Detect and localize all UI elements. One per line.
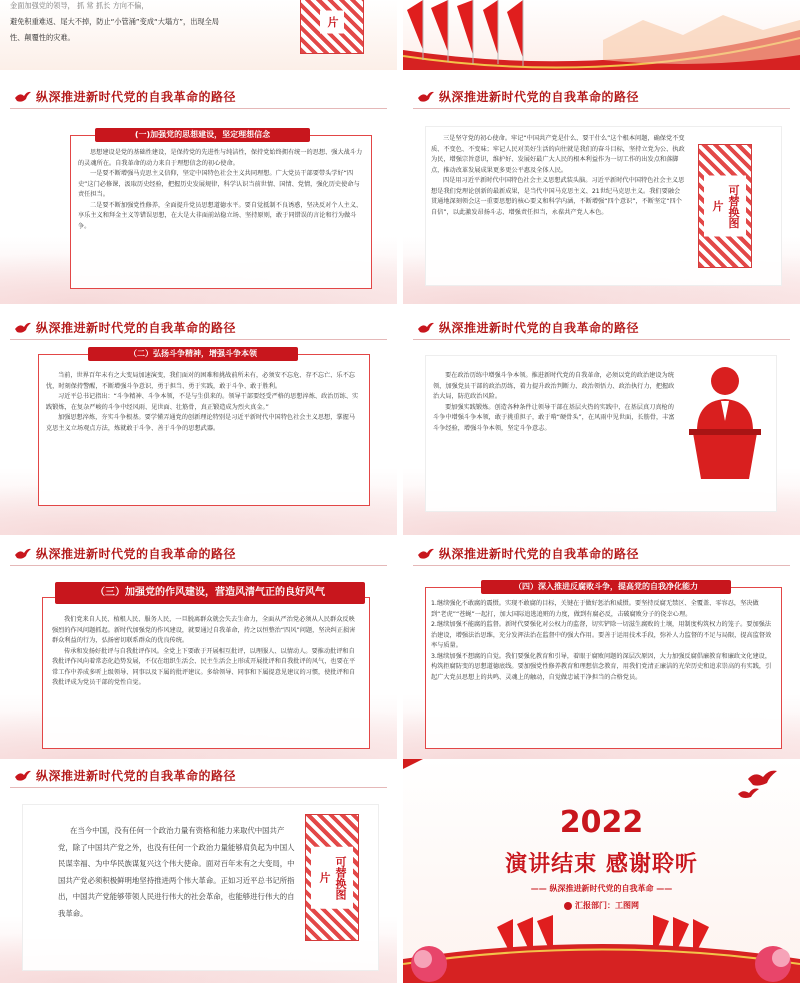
slide-title: 纵深推进新时代党的自我革命的路径 [439, 90, 640, 104]
slide-7 [0, 759, 397, 983]
slide-5 [0, 537, 397, 761]
slide-6 [403, 537, 800, 761]
header-divider [413, 565, 790, 566]
slide-3 [0, 311, 397, 535]
content-text [433, 371, 678, 434]
header-divider [10, 339, 387, 340]
slide-2 [403, 80, 800, 304]
dove-icon [14, 769, 32, 783]
header-divider [10, 565, 387, 566]
content-text [46, 371, 361, 434]
paragraph: 思想建设是党的基础性建设，是保持党的先进性与纯洁性，保持党始终拥有统一的思想、强大战斗力的灵魂所在。自我革命的动力来自于理想信念的初心使命。 [78, 149, 363, 167]
image-placeholder [300, 0, 364, 54]
slide-header [0, 86, 397, 108]
slide-1 [0, 80, 397, 304]
placeholder-label: 片 [320, 11, 344, 34]
paragraph: 1.继续强化不敢腐的震慑。实现不敢腐的目标，关键在于做好惩治和威慑。要坚持反腐无禁区、全覆盖、零容忍，坚决做到“老虎”“苍蝇”一起打，加大国际追逃追赃的力度，做到有腐必反，击破腐败分子的侥幸心理。 [431, 600, 759, 618]
content-text [78, 148, 364, 232]
slide-header [0, 543, 397, 565]
closing-subtitle: —— 纵深推进新时代党的自我革命 —— [530, 884, 673, 893]
paragraph: 当前，世界百年未有之大变局加速演变，我们面对的困难和挑战前所未有，必须安不忘危、存不忘亡、乐不忘忧，时刻保持警醒，不断增强斗争意识，勇于担当、勇于实践，敢于斗争、敢于胜利。 [46, 372, 355, 390]
slide-title: 纵深推进新时代党的自我革命的路径 [36, 321, 237, 335]
content-text [58, 823, 298, 922]
dove-icon [417, 321, 435, 335]
content-text [431, 599, 773, 683]
paragraph: 要在政治历练中增强斗争本领。推进新时代党的自我革命，必须以党的政治建设为统领，加强党员干部的政治历练，着力提升政治判断力、政治领悟力、政治执行力，把握政治大局，防范政治风险。 [433, 372, 675, 400]
slide-title: 纵深推进新时代党的自我革命的路径 [36, 90, 237, 104]
paragraph: 习近平总书记指出：“斗争精神、斗争本领，不是与生俱来的。领导干部要经受严格的思想淬炼、政治历练、实践锻炼，在复杂严峻的斗争中经风雨、见世面、壮筋骨，真正锻造成为烈火真金。” [46, 393, 359, 411]
speaker-icon [685, 361, 765, 479]
paragraph: 在当今中国，没有任何一个政治力量有资格和能力来取代中国共产党，除了中国共产党之外，也没有任何一个政治力量能够肩负起为中国人民谋幸福、为中华民族谋复兴这个伟大使命。面对百年未有之大变局，中国共产党必须积极鲜明地坚持推进两个伟大革命。正如习近平总书记所指出，中国共产党能够带领人民进行伟大的社会革命，也能够进行伟大的自我革命。 [58, 826, 295, 918]
paragraph: 三是坚守党的初心使命。牢记“中国共产党是什么、要干什么”这个根本问题，确保党不变质、不变色、不变味；牢记人民对美好生活的向往就是我们的奋斗目标，坚持立党为公、执政为民，增强宗旨意识，维护好、发展好最广大人民的根本利益作为一切工作的出发点和落脚点，推动改革发展成果更多更公平惠及全体人民。 [431, 135, 685, 174]
partial-line-2: 避免积重难返、尾大不掉，防止“小管涌”变成“大塌方”，出现全局 [10, 17, 219, 26]
mic-icon [564, 902, 572, 910]
paragraph: 传承和发扬好批评与自我批评作风。全党上下要敢于开展相互批评，以理服人、以情动人。要推动批评和自我批评作风向着常态化趋势发展，不仅在组织生活会、民主生活会上形成开展批评和自我批评的风气，也要在平常工作中养成多听上级领导、同事以及下属的批评建议。多给领导、同事和下属提意见建议的习惯，使批评和自我批评成为党员干部的党性自觉。 [52, 647, 356, 686]
slide-header [0, 765, 397, 787]
flags-decoration [403, 0, 800, 70]
dove-icon [417, 90, 435, 104]
header-divider [10, 787, 387, 788]
paragraph: 要加强实践锻炼。创造各种条件让领导干部在基层火热的实践中，在基层真刀真枪的斗争中增强斗争本领，敢于挑重担子，敢于啃“硬骨头”，在风雨中见世面，长筋骨，丰富斗争经验，增强斗争本领，坚定斗争意志。 [433, 403, 675, 432]
dove-icon [417, 547, 435, 561]
partial-text [10, 0, 270, 46]
paragraph: 四是用习近平新时代中国特色社会主义思想武装头脑。习近平新时代中国特色社会主义思想是我们党理论创新的最新成果，是当代中国马克思主义、21世纪马克思主义。我们要融会贯通地深刻领会这一重要思想的核心要义和科学内涵，不断增强“四个意识”，不断坚定“四个自信”，以此激发昂扬斗志、增强责任担当，永葆共产党人本色。 [431, 177, 685, 216]
image-placeholder [698, 144, 752, 268]
reporter-label: 汇报部门：工图网 [575, 901, 639, 910]
header-divider [413, 339, 790, 340]
year-label: 2022 [559, 805, 644, 840]
paragraph: 我们党来自人民、植根人民、服务人民，一旦脱离群众就会失去生命力，全面从严治党必须从人民群众反映强烈的作风问题抓起。新时代加强党的作风建设，就要通过自我革命，持之以恒整治“四风”问题，坚决纠正损害群众利益的行为，弘扬密切联系群众的优良传统。 [52, 616, 356, 644]
slide-partial-top-left [0, 0, 397, 70]
section-heading: （四）深入推进反腐败斗争，提高党的自我净化能力 [481, 580, 731, 594]
header-divider [10, 108, 387, 109]
slide-header [403, 86, 800, 108]
dove-icon [14, 90, 32, 104]
slide-title: 纵深推进新时代党的自我革命的路径 [36, 769, 237, 783]
partial-line-3: 性、颠覆性的灾难。 [10, 33, 75, 42]
dove-icon [14, 547, 32, 561]
dove-icon [14, 321, 32, 335]
slide-partial-top-right [403, 0, 800, 70]
paragraph: 二是要不断加强党性修养，全面提升党员思想道德水平。要自觉抵制不良诱惑，坚决反对个人主义、享乐主义和拜金主义等错误思想，在大是大非面前站稳立场、坚持原则，敢于同错误的言论和行为做斗争。 [78, 201, 363, 230]
image-placeholder [305, 814, 359, 941]
paragraph: 一是要不断增强马克思主义信仰，坚定中国特色社会主义共同理想。广大党员干部要带头学好“四史”这门必修课，汲取历史经验，把握历史发展规律，科学认识当前世情、国情、党情，强化历史使命与责任担当。 [78, 170, 360, 198]
paragraph: 3.继续加强不想腐的自觉。我们要强化教育和引导，着眼于腐败问题的深层次原因，大力加强反腐倡廉教育和廉政文化建设，构筑拒腐防变的思想道德底线。要加强党性修养教育和理想信念教育，用我们党清正廉洁的光荣历史和追求崇高的有实践，引起广大党员思想上的共鸣、灵魂上的触动，自觉做忠诚干净担当的合格党员。 [431, 652, 772, 681]
content-text [52, 615, 360, 689]
section-heading: （三）加强党的作风建设，营造风清气正的良好风气 [55, 582, 365, 604]
slide-title: 纵深推进新时代党的自我革命的路径 [36, 547, 237, 561]
reporter-line [403, 900, 800, 911]
section-heading: （二）弘扬斗争精神，增强斗争本领 [88, 347, 298, 361]
placeholder-label: 可替换图片 [311, 846, 353, 909]
slide-4 [403, 311, 800, 535]
section-heading: (一)加强党的思想建设，坚定理想信念 [95, 128, 310, 142]
slide-header [0, 317, 397, 339]
slide-ending [403, 759, 800, 983]
placeholder-label: 可替换图片 [704, 176, 746, 237]
paragraph: 加强思想淬炼，夯实斗争根基。要学懂弄通党的创新理论特别是习近平新时代中国特色社会主义思想，掌握马克思主义立场观点方法，炼就敢于斗争、善于斗争的思想武器。 [46, 414, 355, 432]
slide-header [403, 543, 800, 565]
header-divider [413, 108, 790, 109]
slide-title: 纵深推进新时代党的自我革命的路径 [439, 547, 640, 561]
closing-title: 演讲结束 感谢聆听 [505, 852, 698, 877]
slide-title: 纵深推进新时代党的自我革命的路径 [439, 321, 640, 335]
partial-line-1: 金面加强党的领导， 抓 常 抓长 方向不偏， [10, 1, 149, 10]
content-text [431, 134, 686, 218]
slide-header [403, 317, 800, 339]
paragraph: 2.继续加强不能腐的监督。新时代要强化对公权力的监督，切实铲除一切滋生腐败的土壤，用制度构筑权力的笼子。要加强法治建设，增强法治思维，充分发挥法治在监督中的强大作用。要善于运用技术手段，弥补人力监督的不足与局限，提高监督效率与质量。 [431, 621, 772, 649]
